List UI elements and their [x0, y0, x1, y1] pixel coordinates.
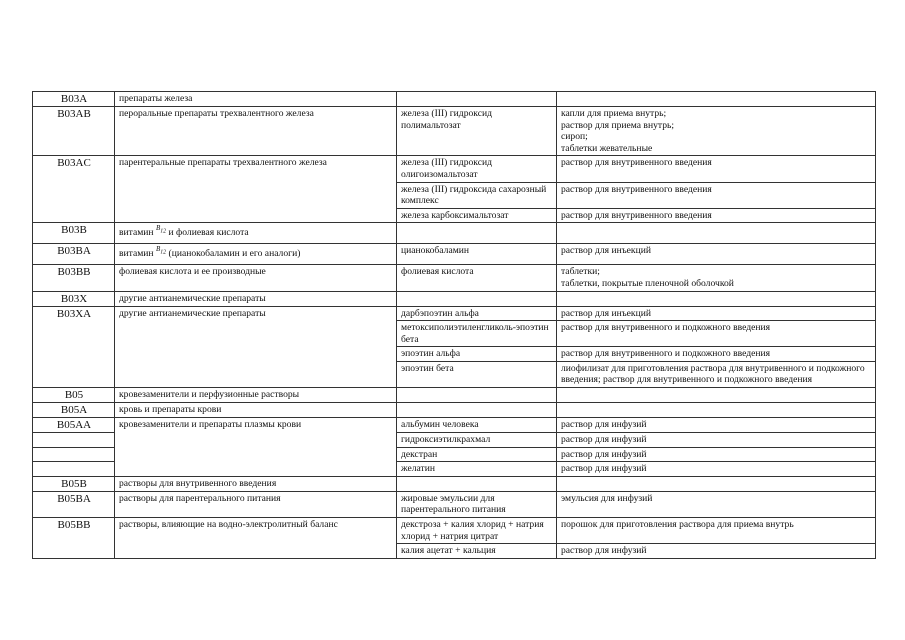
dosage-form-cell: раствор для внутривенного и подкожного введения [557, 321, 876, 347]
dosage-form-cell [557, 403, 876, 418]
vitamin-subscript: 12 [160, 228, 167, 235]
group-name-cell: другие антианемические препараты [115, 291, 397, 306]
atc-code-cell: B05B [33, 476, 115, 491]
drug-name-cell: железа (III) гидроксид полимальтозат [397, 107, 557, 156]
dosage-form-cell: раствор для инфузий [557, 418, 876, 433]
dosage-form-cell: раствор для инфузий [557, 447, 876, 462]
atc-code-cell: B03BB [33, 265, 115, 291]
drug-name-cell [397, 388, 557, 403]
dosage-form-cell: порошок для приготовления раствора для приема внутрь [557, 518, 876, 544]
dosage-form-cell: раствор для инфузий [557, 433, 876, 448]
drug-name-cell: декстран [397, 447, 557, 462]
drug-name-cell: декстроза + калия хлорид + натрия хлорид + натрия цитрат [397, 518, 557, 544]
drug-name-cell: железа карбоксимальтозат [397, 208, 557, 223]
dosage-form-line: капли для приема внутрь; [561, 108, 667, 119]
atc-code-cell [33, 433, 115, 448]
group-name-cell [115, 223, 397, 244]
drug-name-cell: метоксиполиэтиленгликоль-эпоэтин бета [397, 321, 557, 347]
group-name-cell: препараты железа [115, 92, 397, 107]
atc-drug-table [32, 91, 876, 559]
dosage-form-line: таблетки жевательные [561, 142, 653, 154]
drug-name-cell: железа (III) гидроксид олигоизомальтозат [397, 156, 557, 182]
document-page [32, 91, 875, 559]
drug-name-cell: дарбэпоэтин альфа [397, 306, 557, 321]
group-name-suffix: и фолиевая кислота [168, 227, 249, 239]
table-row [33, 107, 876, 156]
atc-code-cell: B05BA [33, 491, 115, 517]
table-row [33, 418, 876, 433]
drug-name-cell: эпоэтин альфа [397, 347, 557, 362]
dosage-form-cell: эмульсия для инфузий [557, 491, 876, 517]
group-name-cell: пероральные препараты трехвалентного железа [115, 107, 397, 156]
drug-name-cell: железа (III) гидроксида сахарозный комплекс [397, 182, 557, 208]
drug-name-cell [397, 92, 557, 107]
group-name-cell [115, 244, 397, 265]
dosage-form-cell: раствор для внутривенного введения [557, 208, 876, 223]
group-name-cell: другие антианемические препараты [115, 306, 397, 388]
dosage-form-cell [557, 223, 876, 244]
table-row [33, 92, 876, 107]
table-row [33, 291, 876, 306]
atc-code-cell: B03X [33, 291, 115, 306]
atc-code-cell: B05BB [33, 518, 115, 559]
drug-name-cell [397, 291, 557, 306]
vitamin-letter: B [155, 224, 161, 233]
dosage-form-line: таблетки, покрытые пленочной оболочкой [561, 277, 734, 289]
dosage-form-cell: раствор для внутривенного введения [557, 182, 876, 208]
atc-code-cell: B05AA [33, 418, 115, 433]
table-row [33, 223, 876, 244]
dosage-form-cell: раствор для инъекций [557, 244, 876, 265]
group-name-cell: растворы для парентерального питания [115, 491, 397, 517]
dosage-form-cell: раствор для внутривенного и подкожного введения [557, 347, 876, 362]
vitamin-subscript: 12 [160, 249, 167, 256]
dosage-form-cell [557, 291, 876, 306]
drug-name-cell: альбумин человека [397, 418, 557, 433]
table-row [33, 244, 876, 265]
drug-name-cell: цианокобаламин [397, 244, 557, 265]
dosage-form-cell [557, 265, 876, 291]
vitamin-b12-symbol [155, 245, 167, 256]
atc-code-cell: B03A [33, 92, 115, 107]
dosage-form-cell: лиофилизат для приготовления раствора для внутривенного и подкожного введения; раствор для внутривенного и подкожного введения [557, 361, 876, 387]
dosage-form-cell [557, 388, 876, 403]
atc-code-cell: B03B [33, 223, 115, 244]
group-name-cell: кровезаменители и перфузионные растворы [115, 388, 397, 403]
table-row [33, 518, 876, 544]
group-name-cell: растворы для внутривенного введения [115, 476, 397, 491]
dosage-form-cell: раствор для инфузий [557, 462, 876, 477]
group-name-prefix: витамин [119, 227, 154, 239]
atc-code-cell [33, 462, 115, 477]
atc-code-cell [33, 447, 115, 462]
table-row [33, 156, 876, 182]
table-row [33, 476, 876, 491]
atc-code-cell: B05A [33, 403, 115, 418]
drug-name-cell: жировые эмульсии для парентерального питания [397, 491, 557, 517]
group-name-cell: растворы, влияющие на водно-электролитный баланс [115, 518, 397, 559]
dosage-form-cell [557, 92, 876, 107]
table-row [33, 388, 876, 403]
group-name-suffix: (цианокобаламин и его аналоги) [168, 248, 301, 260]
drug-name-cell [397, 476, 557, 491]
drug-name-cell [397, 223, 557, 244]
drug-name-cell: гидроксиэтилкрахмал [397, 433, 557, 448]
group-name-cell: кровезаменители и препараты плазмы крови [115, 418, 397, 477]
table-row [33, 491, 876, 517]
group-name-cell: парентеральные препараты трехвалентного железа [115, 156, 397, 223]
dosage-form-cell [557, 476, 876, 491]
drug-name-cell: фолиевая кислота [397, 265, 557, 291]
table-row [33, 265, 876, 291]
dosage-form-line: таблетки; [561, 266, 600, 278]
drug-name-cell [397, 403, 557, 418]
atc-code-cell: B03BA [33, 244, 115, 265]
drug-name-cell: калия ацетат + кальция [397, 544, 557, 559]
atc-code-cell: B03AB [33, 107, 115, 156]
vitamin-letter: B [155, 245, 161, 254]
dosage-form-cell: раствор для инфузий [557, 544, 876, 559]
dosage-form-line: раствор для приема внутрь; [561, 119, 675, 131]
drug-name-cell: желатин [397, 462, 557, 477]
group-name-prefix: витамин [119, 248, 154, 260]
atc-code-cell: B03XA [33, 306, 115, 388]
drug-name-cell: эпоэтин бета [397, 361, 557, 387]
dosage-form-cell: раствор для внутривенного введения [557, 156, 876, 182]
dosage-form-line: сироп; [561, 131, 588, 143]
table-row [33, 403, 876, 418]
vitamin-b12-symbol [155, 224, 167, 235]
atc-code-cell: B05 [33, 388, 115, 403]
dosage-form-cell [557, 107, 876, 156]
atc-code-cell: B03AC [33, 156, 115, 223]
table-row [33, 306, 876, 321]
group-name-cell: фолиевая кислота и ее производные [115, 265, 397, 291]
group-name-cell: кровь и препараты крови [115, 403, 397, 418]
dosage-form-cell: раствор для инъекций [557, 306, 876, 321]
